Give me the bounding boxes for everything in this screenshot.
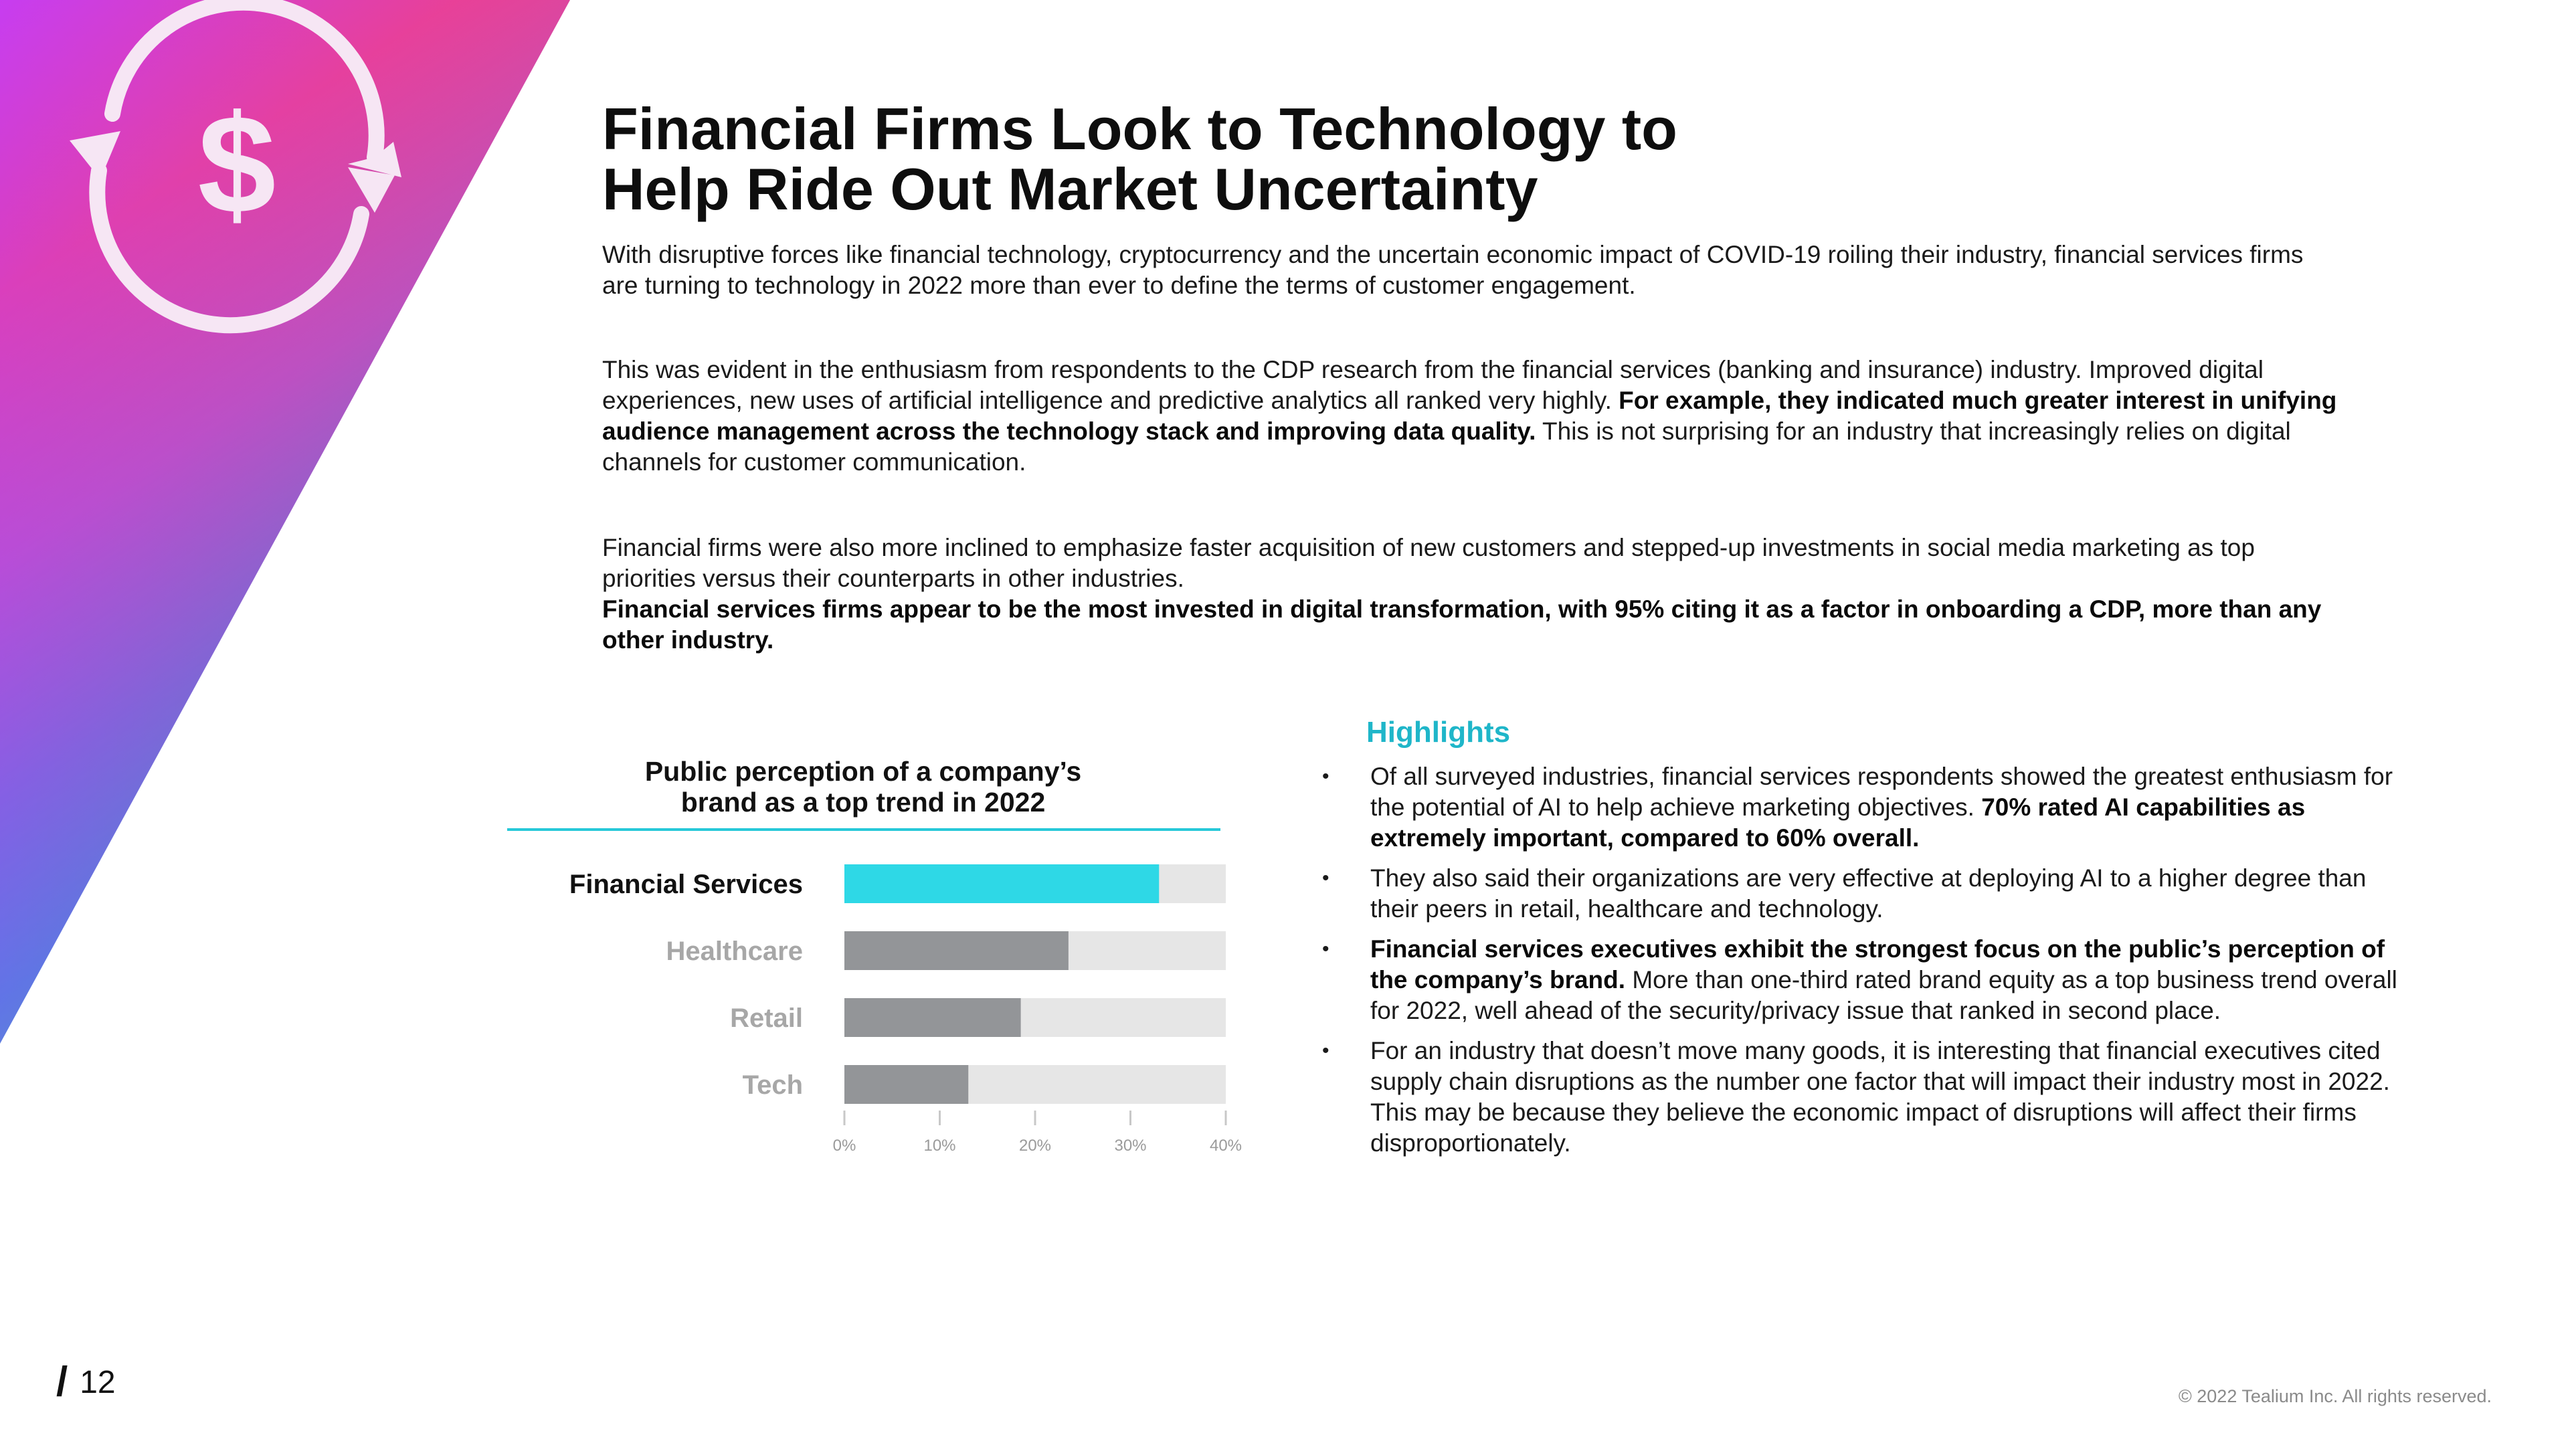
chart-title-line-2: brand as a top trend in 2022 — [680, 787, 1046, 818]
intro-paragraph: With disruptive forces like financial technology, cryptocurrency and the uncertain economic impact of COVID-19 roiling their industry, financial services firms are turning to technology in 2022 more than ever to define the terms of customer engagement. — [602, 241, 2304, 299]
svg-text:$: $ — [197, 86, 276, 243]
bar-retail — [844, 998, 1021, 1037]
highlight-item-4-text: For an industry that doesn’t move many goods, it is interesting that financial executives cited supply chain disruptions as the number one factor that will impact their industry most in 2022. This may be because they believe the economic impact of disruptions will affect their firms disproportionately. — [1370, 1037, 2390, 1157]
category-label-retail: Retail — [730, 1004, 803, 1033]
highlight-item-1-bold: 70% rated AI capabilities as extremely important, compared to 60% overall. — [1370, 793, 2306, 852]
tick-label-20: 20% — [1018, 1137, 1052, 1155]
highlight-item-3 — [1370, 934, 2401, 1026]
copyright: © 2022 Tealium Inc. All rights reserved. — [2178, 1386, 2492, 1406]
category-label-healthcare: Healthcare — [666, 937, 803, 966]
highlights-list — [1370, 761, 2401, 1168]
highlight-item-4 — [1370, 1036, 2401, 1159]
highlight-item-1 — [1370, 761, 2401, 854]
title-line-1: Financial Firms Look to Technology to — [602, 96, 1677, 162]
highlight-item-3-bold: Financial services executives exhibit the strongest focus on the public’s perception of the company’s brand. — [1370, 935, 2385, 993]
page-number — [56, 1358, 116, 1406]
chart-title-line-1: Public perception of a company’s — [644, 756, 1082, 787]
category-label-financial-services: Financial Services — [569, 870, 803, 899]
bar-tech — [844, 1065, 968, 1104]
tick-label-30: 30% — [1114, 1137, 1147, 1155]
highlight-item-3-text: More than one-third rated brand equity as a top business trend overall for 2022, well ahead of the security/privacy issue that ranked in second place. — [1370, 966, 2397, 1024]
priorities-paragraph-bold: Financial services firms appear to be the most invested in digital transformation, with 95% citing it as a factor in onboarding a CDP, more than any other industry. — [602, 595, 2322, 654]
priorities-paragraph-a: Financial firms were also more inclined to emphasize faster acquisition of new customers and stepped-up investments in social media marketing as top priorities versus their counterparts in other industries. — [602, 534, 2255, 592]
highlight-item-2-text: They also said their organizations are very effective at deploying AI to a higher degree than their peers in retail, healthcare and technology. — [1370, 864, 2367, 923]
highlight-item-2 — [1370, 863, 2401, 925]
highlight-item-1-text: Of all surveyed industries, financial services respondents showed the greatest enthusiasm for the potential of AI to help achieve marketing objectives. — [1370, 763, 2393, 821]
tick-label-0: 0% — [832, 1137, 856, 1155]
title-line-2: Help Ride Out Market Uncertainty — [602, 156, 1538, 222]
bar-financial-services — [844, 864, 1159, 903]
highlights-heading: Highlights — [1366, 716, 1511, 749]
enthusiasm-paragraph-a: This was evident in the enthusiasm from respondents to the CDP research from the financial services (banking and insurance) industry. Improved digital experiences, new uses of artificial intelligence and predictive analytics all ranked very highly. — [602, 356, 2264, 414]
category-label-tech: Tech — [742, 1070, 803, 1100]
page-number-value: 12 — [80, 1365, 116, 1400]
enthusiasm-paragraph-c: This is not surprising for an industry that increasingly relies on digital channels for customer communication. — [602, 417, 2291, 476]
slash-mark: / — [56, 1359, 68, 1405]
enthusiasm-paragraph-bold: For example, they indicated much greater interest in unifying audience management across the technology stack and improving data quality. — [602, 387, 2337, 445]
bar-healthcare — [844, 931, 1069, 970]
tick-label-40: 40% — [1209, 1137, 1243, 1155]
tick-label-10: 10% — [923, 1137, 956, 1155]
